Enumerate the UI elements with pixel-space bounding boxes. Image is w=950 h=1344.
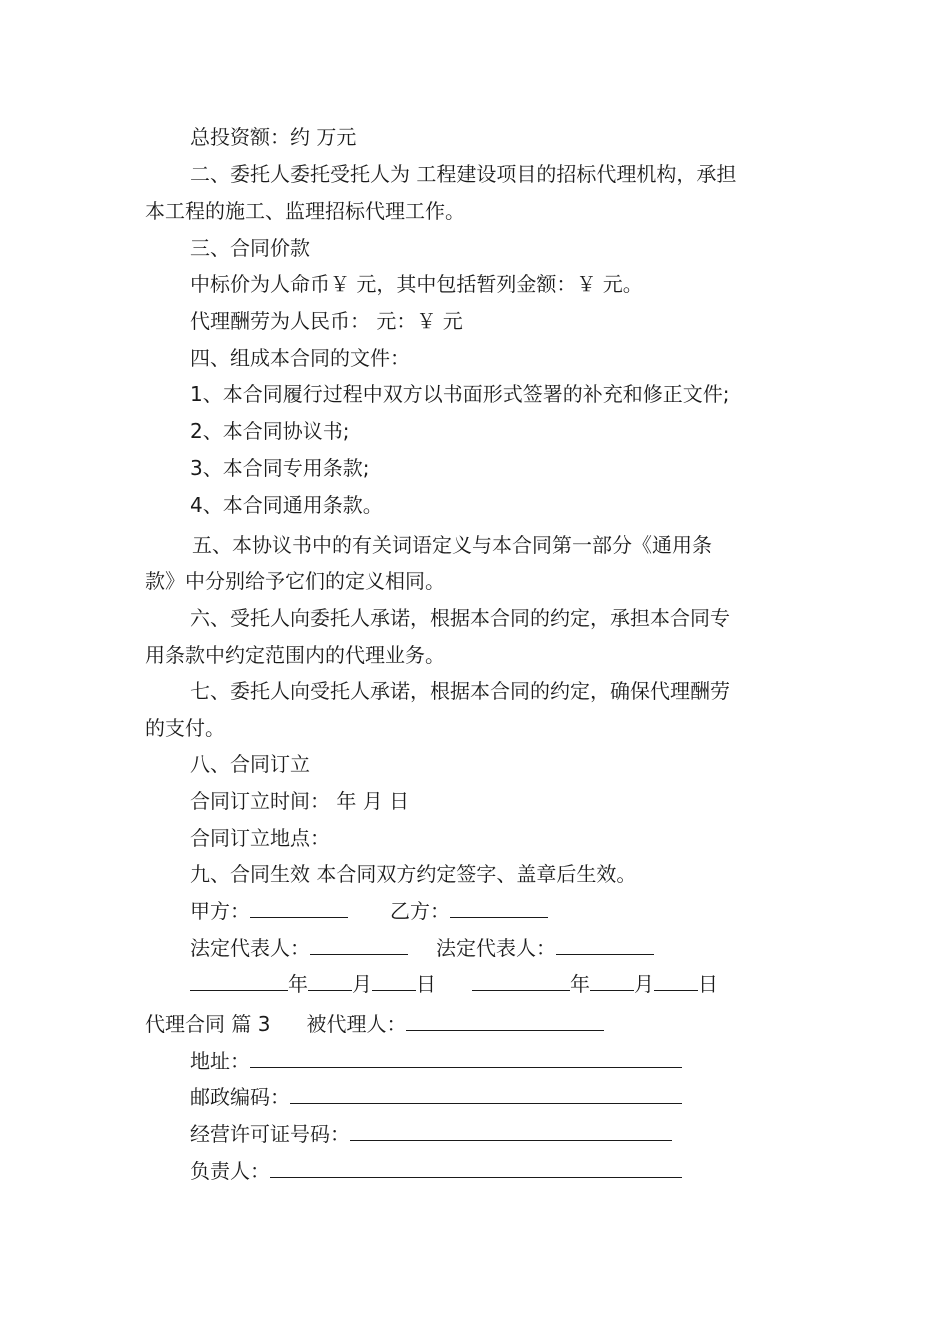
party-b-label: 乙方： (390, 899, 450, 923)
party-a-blank (250, 897, 348, 918)
section-title: 代理合同 篇 3 (145, 1012, 271, 1036)
clause-2-line-1: 二、委托人委托受托人为 工程建设项目的招标代理机构，承担 (190, 162, 737, 186)
year-b-blank (472, 970, 570, 991)
month-a-blank (308, 970, 352, 991)
year-b-label: 年 (570, 972, 590, 996)
date-row (190, 970, 718, 998)
license-blank (350, 1120, 672, 1141)
clause-2-line-2: 本工程的施工、监理招标代理工作。 (145, 199, 465, 223)
address-blank (250, 1047, 682, 1068)
legal-rep-b-blank (556, 934, 654, 955)
year-a-label: 年 (288, 972, 308, 996)
license-row (190, 1120, 672, 1148)
month-b-label: 月 (634, 972, 654, 996)
legal-rep-a-label: 法定代表人： (190, 936, 310, 960)
clause-3-heading: 三、合同价款 (190, 236, 310, 260)
postcode-blank (290, 1083, 682, 1104)
day-a-label: 日 (416, 972, 436, 996)
clause-6-line-1: 六、受托人向委托人承诺，根据本合同的约定，承担本合同专 (190, 606, 730, 630)
document-item-3: 3、本合同专用条款; (190, 456, 370, 480)
clause-7-line-1: 七、委托人向受托人承诺，根据本合同的约定，确保代理酬劳 (190, 679, 730, 703)
clause-6-line-2: 用条款中约定范围内的代理业务。 (145, 643, 445, 667)
clause-7-line-2: 的支付。 (145, 716, 225, 740)
month-a-label: 月 (352, 972, 372, 996)
parties-row (190, 897, 548, 925)
clause-5-line-2: 款》中分别给予它们的定义相同。 (145, 569, 445, 593)
day-a-blank (372, 970, 416, 991)
day-b-label: 日 (698, 972, 718, 996)
clause-9-line: 九、合同生效 本合同双方约定签字、盖章后生效。 (190, 862, 637, 886)
signing-place-line: 合同订立地点： (190, 826, 330, 850)
legal-rep-row (190, 934, 654, 962)
person-in-charge-row (190, 1157, 682, 1185)
principal-label: 被代理人： (306, 1012, 407, 1036)
legal-rep-b-label: 法定代表人： (436, 936, 556, 960)
document-item-2: 2、本合同协议书; (190, 419, 350, 443)
clause-5-line-1: 五、本协议书中的有关词语定义与本合同第一部分《通用条 (192, 533, 712, 557)
party-b-blank (450, 897, 548, 918)
address-label: 地址： (190, 1049, 250, 1073)
person-in-charge-label: 负责人： (190, 1159, 270, 1183)
postcode-row (190, 1083, 682, 1111)
party-a-label: 甲方： (190, 899, 250, 923)
legal-rep-a-blank (310, 934, 408, 955)
principal-blank (406, 1010, 604, 1031)
clause-8-heading: 八、合同订立 (190, 752, 310, 776)
year-a-blank (190, 970, 288, 991)
postcode-label: 邮政编码： (190, 1085, 290, 1109)
address-row (190, 1047, 682, 1075)
agency-fee-line: 代理酬劳为人民币： 元：￥ 元 (190, 309, 463, 333)
total-investment-line: 总投资额：约 万元 (190, 125, 357, 149)
clause-4-heading: 四、组成本合同的文件： (190, 346, 410, 370)
person-in-charge-blank (270, 1157, 682, 1178)
month-b-blank (590, 970, 634, 991)
signing-date-line: 合同订立时间： 年 月 日 (190, 789, 410, 813)
day-b-blank (654, 970, 698, 991)
bid-price-line: 中标价为人命币￥ 元，其中包括暂列金额：￥ 元。 (190, 272, 643, 296)
section-3-row (145, 1010, 604, 1038)
document-item-4: 4、本合同通用条款。 (190, 493, 383, 517)
document-item-1: 1、本合同履行过程中双方以书面形式签署的补充和修正文件; (190, 382, 730, 406)
license-label: 经营许可证号码： (190, 1122, 350, 1146)
